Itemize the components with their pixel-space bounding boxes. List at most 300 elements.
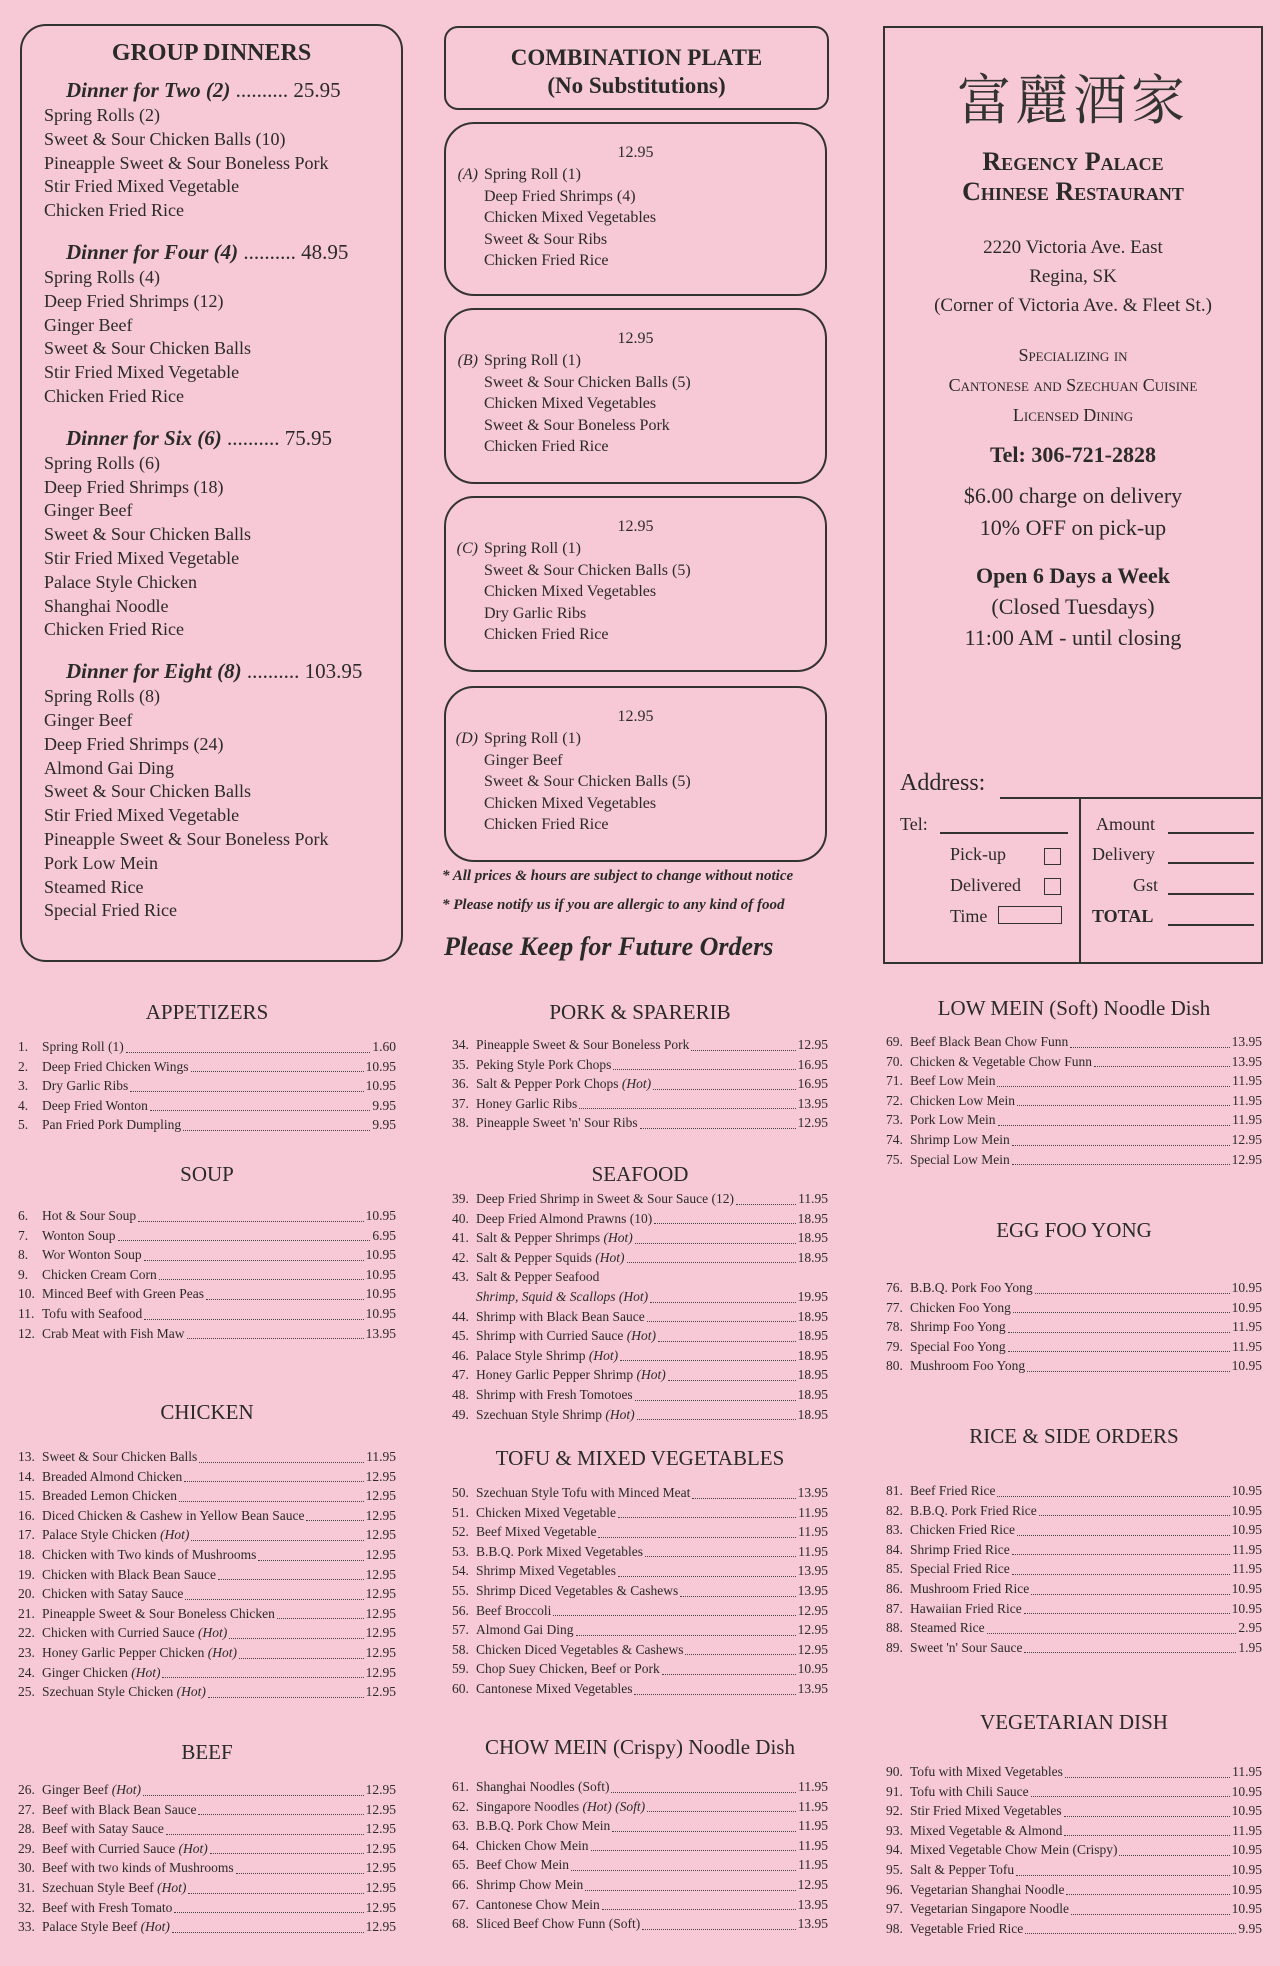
item-number: 26. — [18, 1782, 35, 1797]
item-dots — [185, 1584, 363, 1600]
address-line — [1000, 797, 1262, 799]
item-dots — [618, 1561, 796, 1577]
item-price: 12.95 — [365, 1821, 396, 1837]
dinner-heading — [36, 658, 387, 685]
item-price: 10.95 — [1231, 1299, 1262, 1315]
item-number: 89. — [886, 1639, 903, 1655]
menu-item — [452, 1189, 828, 1209]
plate-item — [446, 603, 825, 625]
item-number: 85. — [886, 1561, 903, 1577]
plate-item-name: Sweet & Sour Chicken Balls (5) — [484, 561, 691, 579]
item-number: 1. — [18, 1039, 29, 1054]
item-dots — [692, 1483, 795, 1499]
item-number: 55. — [452, 1583, 469, 1598]
item-number: 95. — [886, 1862, 903, 1877]
section-title-lowmein: LOW MEIN (Soft) Noodle Dish — [937, 996, 1211, 1020]
item-number: 34. — [452, 1037, 469, 1052]
item-number: 6. — [18, 1208, 29, 1223]
plate-item — [446, 814, 825, 836]
item-number: 73. — [886, 1112, 903, 1128]
item-number: 63. — [452, 1818, 469, 1834]
section-title-chicken: CHICKEN — [160, 1400, 254, 1424]
menu-item — [18, 1096, 396, 1116]
item-price: 11.95 — [1232, 1561, 1262, 1577]
tel-label: Tel: — [900, 814, 928, 834]
item-name: Breaded Lemon Chicken — [42, 1488, 177, 1504]
item-name: Ginger Chicken — [42, 1664, 128, 1680]
item-price: 13.95 — [797, 1916, 828, 1932]
item-dots — [198, 1800, 363, 1816]
item-name: Beef with Black Bean Sauce — [42, 1801, 197, 1817]
item-price: 12.95 — [1231, 1151, 1262, 1167]
section-title-tofu: TOFU & MIXED VEGETABLES — [495, 1446, 785, 1470]
menu-item — [18, 1284, 396, 1304]
dinner-item: Chicken Fried Rice — [44, 200, 184, 221]
delivery-charge: $6.00 charge on delivery — [963, 483, 1183, 508]
item-price: 9.95 — [372, 1097, 396, 1113]
item-dots — [576, 1620, 796, 1636]
item-name: Chicken Cream Corn — [42, 1266, 157, 1282]
item-number: 12. — [18, 1325, 35, 1341]
item-name: Szechuan Style Tofu with Minced Meat — [476, 1485, 691, 1500]
plate-item — [446, 793, 825, 815]
dinner-item: Stir Fried Mixed Vegetable — [44, 805, 240, 826]
tel-line — [940, 832, 1068, 834]
menu-item — [886, 1618, 1262, 1638]
item-name: Breaded Almond Chicken — [42, 1468, 183, 1484]
price-change-note: * All prices & hours are subject to change without notice — [442, 868, 794, 884]
item-dots — [637, 1405, 796, 1421]
plate-item-name: Spring Roll (1) — [484, 166, 581, 183]
item-hot: (Hot) — [591, 1249, 625, 1265]
item-name: Mushroom Fried Rice — [910, 1581, 1030, 1596]
menu-item — [886, 1481, 1262, 1501]
item-number: 43. — [452, 1269, 469, 1285]
item-price: 12.95 — [365, 1507, 396, 1523]
menu-item — [452, 1561, 828, 1581]
item-dots — [179, 1486, 364, 1502]
item-number: 25. — [18, 1684, 35, 1700]
item-name: Szechuan Style Beef — [42, 1880, 154, 1895]
item-number: 64. — [452, 1837, 469, 1853]
menu-item — [18, 1037, 396, 1057]
item-price: 10.95 — [1231, 1502, 1262, 1518]
item-price: 11.95 — [1232, 1764, 1262, 1779]
item-name: Tofu with Mixed Vegetables — [910, 1764, 1063, 1779]
item-dots — [199, 1447, 364, 1463]
item-dots — [172, 1917, 364, 1933]
item-number: 90. — [886, 1764, 903, 1779]
menu-item — [452, 1209, 828, 1229]
item-name: Special Foo Yong — [910, 1338, 1006, 1354]
item-name: Chicken Chow Mein — [476, 1837, 589, 1853]
section-title-chowmein: CHOW MEIN (Crispy) Noodle Dish — [485, 1735, 795, 1759]
allergy-note: * Please notify us if you are allergic to any kind of food — [442, 897, 785, 913]
menu-item — [886, 1880, 1262, 1900]
menu-item — [452, 1581, 828, 1601]
menu-item — [18, 1115, 396, 1135]
item-name: Shrimp Chow Mein — [476, 1877, 584, 1892]
gst-label: Gst — [1133, 875, 1159, 895]
menu-item — [452, 1074, 828, 1094]
item-price: 11.95 — [798, 1191, 828, 1206]
item-price: 10.95 — [1231, 1522, 1262, 1538]
item-number: 39. — [452, 1191, 469, 1206]
plate-item — [446, 436, 825, 458]
dinner-item: Steamed Rice — [44, 876, 144, 897]
item-dots — [640, 1113, 796, 1129]
keep-note: Please Keep for Future Orders — [444, 932, 774, 961]
item-price: 11.95 — [798, 1818, 828, 1834]
item-price: 12.95 — [365, 1547, 396, 1562]
item-number: 5. — [18, 1117, 29, 1133]
item-price: 9.95 — [372, 1117, 396, 1133]
menu-item — [886, 1298, 1262, 1318]
menu-item — [886, 1801, 1262, 1821]
menu-item — [886, 1540, 1262, 1560]
item-dots — [571, 1855, 796, 1871]
item-name: Deep Fried Shrimp in Sweet & Sour Sauce (12) — [476, 1191, 734, 1206]
item-price: 13.95 — [797, 1681, 828, 1696]
item-price: 12.95 — [365, 1488, 396, 1504]
item-number: 50. — [452, 1485, 469, 1500]
item-number: 49. — [452, 1406, 469, 1422]
menu-item — [452, 1248, 828, 1268]
menu-item — [18, 1545, 396, 1565]
item-dots — [144, 1304, 363, 1320]
menu-item — [886, 1520, 1262, 1540]
menu-item — [18, 1898, 396, 1918]
item-price: 12.95 — [365, 1527, 396, 1543]
dinner-item: Stir Fried Mixed Vegetable — [44, 362, 240, 383]
item-price: 12.95 — [365, 1919, 396, 1935]
item-dots — [642, 1914, 795, 1930]
item-dots — [1035, 1278, 1230, 1294]
item-name: Szechuan Style Shrimp — [476, 1406, 602, 1422]
item-number: 62. — [452, 1798, 469, 1814]
item-name: Almond Gai Ding — [476, 1622, 574, 1638]
pickup-checkbox[interactable] — [1044, 848, 1061, 865]
item-price: 10.95 — [1231, 1280, 1262, 1295]
item-dots — [618, 1503, 796, 1519]
item-name: Steamed Rice — [910, 1620, 985, 1636]
item-dots — [620, 1346, 796, 1362]
menu-item — [18, 1682, 396, 1702]
item-price: 12.95 — [365, 1840, 396, 1856]
menu-item — [452, 1542, 828, 1562]
item-dots — [118, 1226, 371, 1242]
item-price: 11.95 — [1232, 1112, 1262, 1128]
dinner-price: 75.95 — [279, 425, 333, 450]
item-dots — [138, 1206, 363, 1222]
item-number: 22. — [18, 1625, 35, 1641]
item-number: 87. — [886, 1600, 903, 1616]
pickup-label: Pick-up — [950, 844, 1006, 864]
menu-item — [18, 1506, 396, 1526]
menu-item — [452, 1777, 828, 1797]
item-name: B.B.Q. Pork Mixed Vegetables — [476, 1543, 643, 1559]
item-number: 86. — [886, 1581, 903, 1596]
plate-item-name: Sweet & Sour Chicken Balls (5) — [484, 773, 691, 790]
item-name: Chicken Low Mein — [910, 1092, 1015, 1108]
item-price: 18.95 — [797, 1308, 828, 1324]
item-dots — [553, 1601, 795, 1617]
menu-item — [452, 1855, 828, 1875]
menu-item — [18, 1467, 396, 1487]
dinner-item: Pineapple Sweet & Sour Boneless Pork — [44, 152, 329, 173]
item-name: Palace Style Chicken — [42, 1527, 157, 1543]
item-dots — [239, 1643, 364, 1659]
item-dots — [653, 1074, 795, 1090]
combination-plate — [444, 686, 827, 862]
item-number: 69. — [886, 1034, 903, 1049]
item-name: Special Low Mein — [910, 1151, 1010, 1167]
dinner-heading — [36, 239, 387, 266]
dinner-item: Spring Rolls (2) — [44, 105, 161, 125]
item-price: 19.95 — [797, 1289, 828, 1304]
item-number: 36. — [452, 1076, 469, 1092]
phone-number: Tel: 306-721-2828 — [989, 442, 1156, 467]
item-dots — [162, 1663, 363, 1679]
total-line — [1168, 924, 1254, 926]
item-number: 51. — [452, 1504, 469, 1520]
item-number: 52. — [452, 1524, 469, 1540]
menu-item — [18, 1226, 396, 1246]
item-number: 92. — [886, 1803, 903, 1819]
menu-item — [18, 1525, 396, 1545]
item-price: 13.95 — [1231, 1034, 1262, 1049]
item-name: Minced Beef with Green Peas — [42, 1286, 204, 1302]
item-dots — [585, 1875, 795, 1891]
item-price: 12.95 — [365, 1880, 396, 1895]
item-price: 10.95 — [1231, 1483, 1262, 1498]
item-name: Shrimp Fried Rice — [910, 1541, 1010, 1557]
dinner-price: 48.95 — [295, 239, 349, 264]
menu-item — [18, 1057, 396, 1077]
item-dots — [1064, 1821, 1230, 1837]
menu-item — [452, 1895, 828, 1915]
chinese-name: 富麗酒家 — [957, 69, 1189, 132]
section-title-seafood: SEAFOOD — [591, 1162, 689, 1186]
item-name: Peking Style Pork Chops — [476, 1056, 612, 1072]
dinner-dots: .......... — [230, 78, 289, 102]
item-dots — [1071, 1899, 1230, 1915]
item-name: Beef Chow Mein — [476, 1857, 569, 1873]
item-price: 18.95 — [797, 1249, 828, 1265]
item-hot: (Hot) — [175, 1840, 208, 1856]
item-name: Shrimp Low Mein — [910, 1132, 1010, 1147]
combination-subtitle: (No Substitutions) — [547, 73, 726, 98]
menu-item — [18, 1623, 396, 1643]
item-number: 82. — [886, 1502, 903, 1518]
item-price: 10.95 — [1231, 1358, 1262, 1374]
item-name: Palace Style Shrimp — [476, 1347, 586, 1363]
dinner-name: Dinner for Two (2) — [66, 78, 231, 102]
menu-item — [886, 1860, 1262, 1880]
dinner-item: Ginger Beef — [44, 314, 133, 335]
menu-item — [886, 1130, 1262, 1150]
menu-item — [18, 1839, 396, 1859]
dinner-item: Stir Fried Mixed Vegetable — [44, 176, 240, 197]
item-hot: (Hot) — [153, 1880, 187, 1895]
item-price: 10.95 — [1231, 1783, 1262, 1799]
dinner-item: Ginger Beef — [44, 500, 133, 521]
menu-item — [452, 1679, 828, 1699]
item-name: Salt & Pepper Seafood — [476, 1269, 600, 1285]
dinner-item: Spring Rolls (4) — [44, 266, 161, 287]
item-dots — [1094, 1052, 1230, 1068]
item-dots — [987, 1618, 1237, 1634]
item-price: 13.95 — [365, 1325, 396, 1341]
dinner-dots: .......... — [221, 425, 280, 450]
dinner-dots: .......... — [238, 239, 296, 264]
restaurant-name-line1: Regency Palace — [982, 147, 1164, 176]
item-price: 10.95 — [1231, 1581, 1262, 1596]
item-number: 88. — [886, 1620, 903, 1636]
item-number: 65. — [452, 1857, 469, 1873]
item-dots — [997, 1071, 1230, 1087]
item-dots — [645, 1542, 796, 1558]
menu-item — [886, 1579, 1262, 1599]
dinner-item: Deep Fried Shrimps (12) — [44, 290, 224, 311]
menu-item — [886, 1091, 1262, 1111]
menu-item — [886, 1278, 1262, 1298]
plate-letter: (C) — [456, 540, 478, 557]
open-days: Open 6 Days a Week — [976, 563, 1170, 588]
item-price: 12.95 — [1231, 1132, 1262, 1147]
item-dots — [997, 1481, 1229, 1497]
item-dots — [691, 1035, 795, 1051]
item-dots — [998, 1110, 1231, 1126]
item-number: 41. — [452, 1230, 469, 1246]
item-name: Vegetarian Singapore Noodle — [910, 1901, 1069, 1917]
plate-item-name: Ginger Beef — [484, 751, 563, 769]
menu-item — [18, 1265, 396, 1285]
section-title-pork: PORK & SPARERIB — [549, 1000, 731, 1024]
item-name: Shrimp with Fresh Tomotoes — [476, 1387, 633, 1402]
delivery-label: Delivery — [1092, 844, 1155, 864]
item-dots — [150, 1096, 370, 1112]
plate-item-name: Chicken Mixed Vegetables — [484, 794, 657, 812]
dinner-item: Sweet & Sour Chicken Balls — [44, 781, 251, 802]
item-name: Deep Fried Almond Prawns (10) — [476, 1210, 653, 1226]
group-dinners-panel — [20, 24, 403, 962]
item-price: 12.95 — [365, 1860, 396, 1876]
plate-item — [446, 624, 825, 646]
item-name: Shrimp Foo Yong — [910, 1319, 1006, 1335]
menu-item — [18, 1819, 396, 1839]
item-dots — [1012, 1559, 1230, 1575]
item-name: Sweet 'n' Sour Sauce — [910, 1639, 1023, 1655]
item-number — [452, 1287, 476, 1307]
item-hot: (Hot) — [156, 1527, 190, 1543]
item-dots — [1024, 1638, 1236, 1654]
item-price: 11.95 — [798, 1837, 828, 1853]
item-number: 54. — [452, 1563, 469, 1579]
item-hot: (Hot) — [623, 1328, 656, 1344]
combination-plate — [444, 122, 827, 296]
item-number: 31. — [18, 1880, 35, 1895]
plate-item — [446, 750, 825, 772]
item-price: 12.95 — [365, 1605, 396, 1621]
dinner-name: Dinner for Eight (8) — [66, 659, 242, 684]
item-number: 40. — [452, 1210, 469, 1226]
combination-plate — [444, 308, 827, 484]
licensed-label: Licensed Dining — [1012, 405, 1134, 425]
item-dots — [579, 1094, 795, 1110]
combination-title: COMBINATION PLATE — [510, 45, 763, 70]
item-dots — [627, 1248, 796, 1264]
item-price: 12.95 — [797, 1877, 828, 1892]
item-dots — [1024, 1599, 1230, 1615]
item-price: 11.95 — [798, 1504, 828, 1520]
item-number: 4. — [18, 1097, 29, 1113]
item-dots — [611, 1777, 796, 1793]
item-name: Honey Garlic Ribs — [476, 1095, 578, 1111]
item-number: 56. — [452, 1602, 469, 1618]
item-number: 10. — [18, 1286, 35, 1302]
item-dots — [183, 1115, 370, 1131]
item-name: Chicken with Satay Sauce — [42, 1586, 184, 1602]
menu-item — [452, 1601, 828, 1621]
item-price: 10.95 — [365, 1306, 396, 1321]
time-field[interactable] — [998, 906, 1062, 924]
menu-item — [452, 1522, 828, 1542]
menu-item — [18, 1917, 396, 1937]
item-price: 12.95 — [797, 1602, 828, 1618]
plate-item — [446, 207, 825, 229]
item-name: Tofu with Chili Sauce — [910, 1783, 1029, 1799]
item-name: Dry Garlic Ribs — [42, 1078, 129, 1094]
item-number: 19. — [18, 1566, 35, 1582]
item-price: 12.95 — [797, 1115, 828, 1131]
item-number: 45. — [452, 1328, 469, 1344]
delivered-checkbox[interactable] — [1044, 878, 1061, 895]
item-dots — [191, 1525, 363, 1541]
item-price: 12.95 — [797, 1641, 828, 1657]
item-name: Salt & Pepper Squids — [476, 1249, 592, 1265]
dinner-item: Special Fried Rice — [44, 900, 177, 921]
item-dots — [1017, 1520, 1230, 1536]
item-number: 68. — [452, 1916, 469, 1932]
item-number: 2. — [18, 1058, 29, 1074]
item-name: Vegetable Fried Rice — [910, 1920, 1024, 1936]
item-dots — [685, 1640, 795, 1656]
item-number: 33. — [18, 1919, 35, 1935]
dinner-item: Shanghai Noodle — [44, 595, 169, 616]
item-number: 78. — [886, 1319, 903, 1335]
item-dots — [658, 1326, 796, 1342]
item-hot: (Hot) — [204, 1645, 237, 1660]
item-name: Shrimp, Squid & Scallops (Hot) — [476, 1289, 649, 1304]
item-price: 6.95 — [372, 1227, 396, 1243]
item-price: 10.95 — [365, 1078, 396, 1094]
plate-item-name: Deep Fried Shrimps (4) — [484, 187, 636, 205]
item-name: Beef with Fresh Tomato — [42, 1899, 173, 1915]
item-number: 30. — [18, 1860, 35, 1876]
item-number: 83. — [886, 1522, 903, 1538]
section-title-appetizers: APPETIZERS — [145, 1000, 269, 1024]
item-name: Shanghai Noodles (Soft) — [476, 1779, 610, 1794]
menu-item — [886, 1150, 1262, 1170]
section-title-rice: RICE & SIDE ORDERS — [969, 1424, 1179, 1448]
plate-item-name: Chicken Fried Rice — [484, 816, 609, 833]
item-price: 10.95 — [1231, 1862, 1262, 1877]
item-number: 93. — [886, 1822, 903, 1838]
item-dots — [191, 1057, 364, 1073]
item-dots — [1012, 1150, 1230, 1166]
item-dots — [206, 1284, 364, 1300]
